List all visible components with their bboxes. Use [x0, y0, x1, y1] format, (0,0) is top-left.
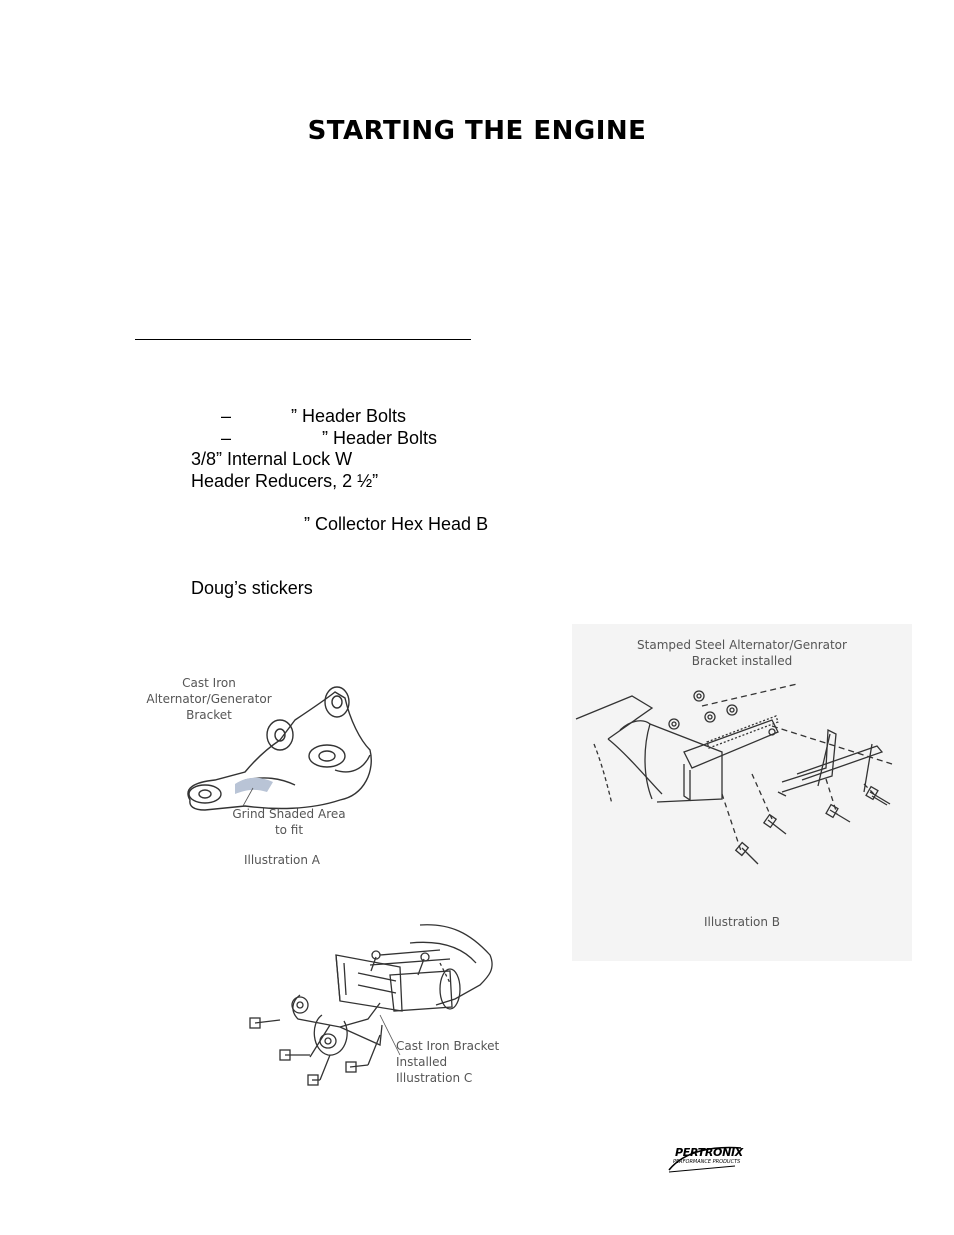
illustration-b-caption: Illustration B — [703, 915, 781, 929]
illustration-b-label: Stamped Steel Alternator/Genrator Bracket installed — [637, 638, 847, 668]
grind-shaded-area — [235, 778, 273, 794]
parts-line-2: ” Header Bolts — [322, 428, 438, 448]
section-rule — [135, 339, 471, 340]
illustration-a — [135, 660, 395, 870]
illustration-a-grind-label: Grind Shaded Area to fit — [232, 807, 346, 837]
illustration-c — [240, 915, 540, 1095]
logo-text: PERTRONIX — [675, 1146, 743, 1159]
pertronix-logo — [665, 1142, 745, 1174]
parts-line-3: 3/8” Internal Lock W — [191, 449, 353, 469]
page-title: STARTING THE ENGINE — [307, 116, 647, 146]
illustration-a-bracket-label: Cast Iron Alternator/Generator Bracket — [146, 676, 272, 722]
parts-line-2-dash: – — [221, 428, 232, 448]
logo-subtext: PERFORMANCE PRODUCTS — [673, 1159, 741, 1165]
parts-line-6: Doug’s stickers — [191, 578, 313, 598]
parts-line-1-dash: – — [221, 406, 232, 426]
illustration-a-caption: Illustration A — [243, 853, 321, 867]
parts-line-5: ” Collector Hex Head B — [304, 514, 489, 534]
stamped-steel-bracket-drawing — [572, 624, 912, 961]
illustration-c-label: Cast Iron Bracket Installed Illustration C — [396, 1039, 500, 1085]
parts-line-1: ” Header Bolts — [291, 406, 407, 426]
parts-line-4: Header Reducers, 2 ½” — [191, 471, 379, 491]
illustration-b — [572, 624, 912, 961]
